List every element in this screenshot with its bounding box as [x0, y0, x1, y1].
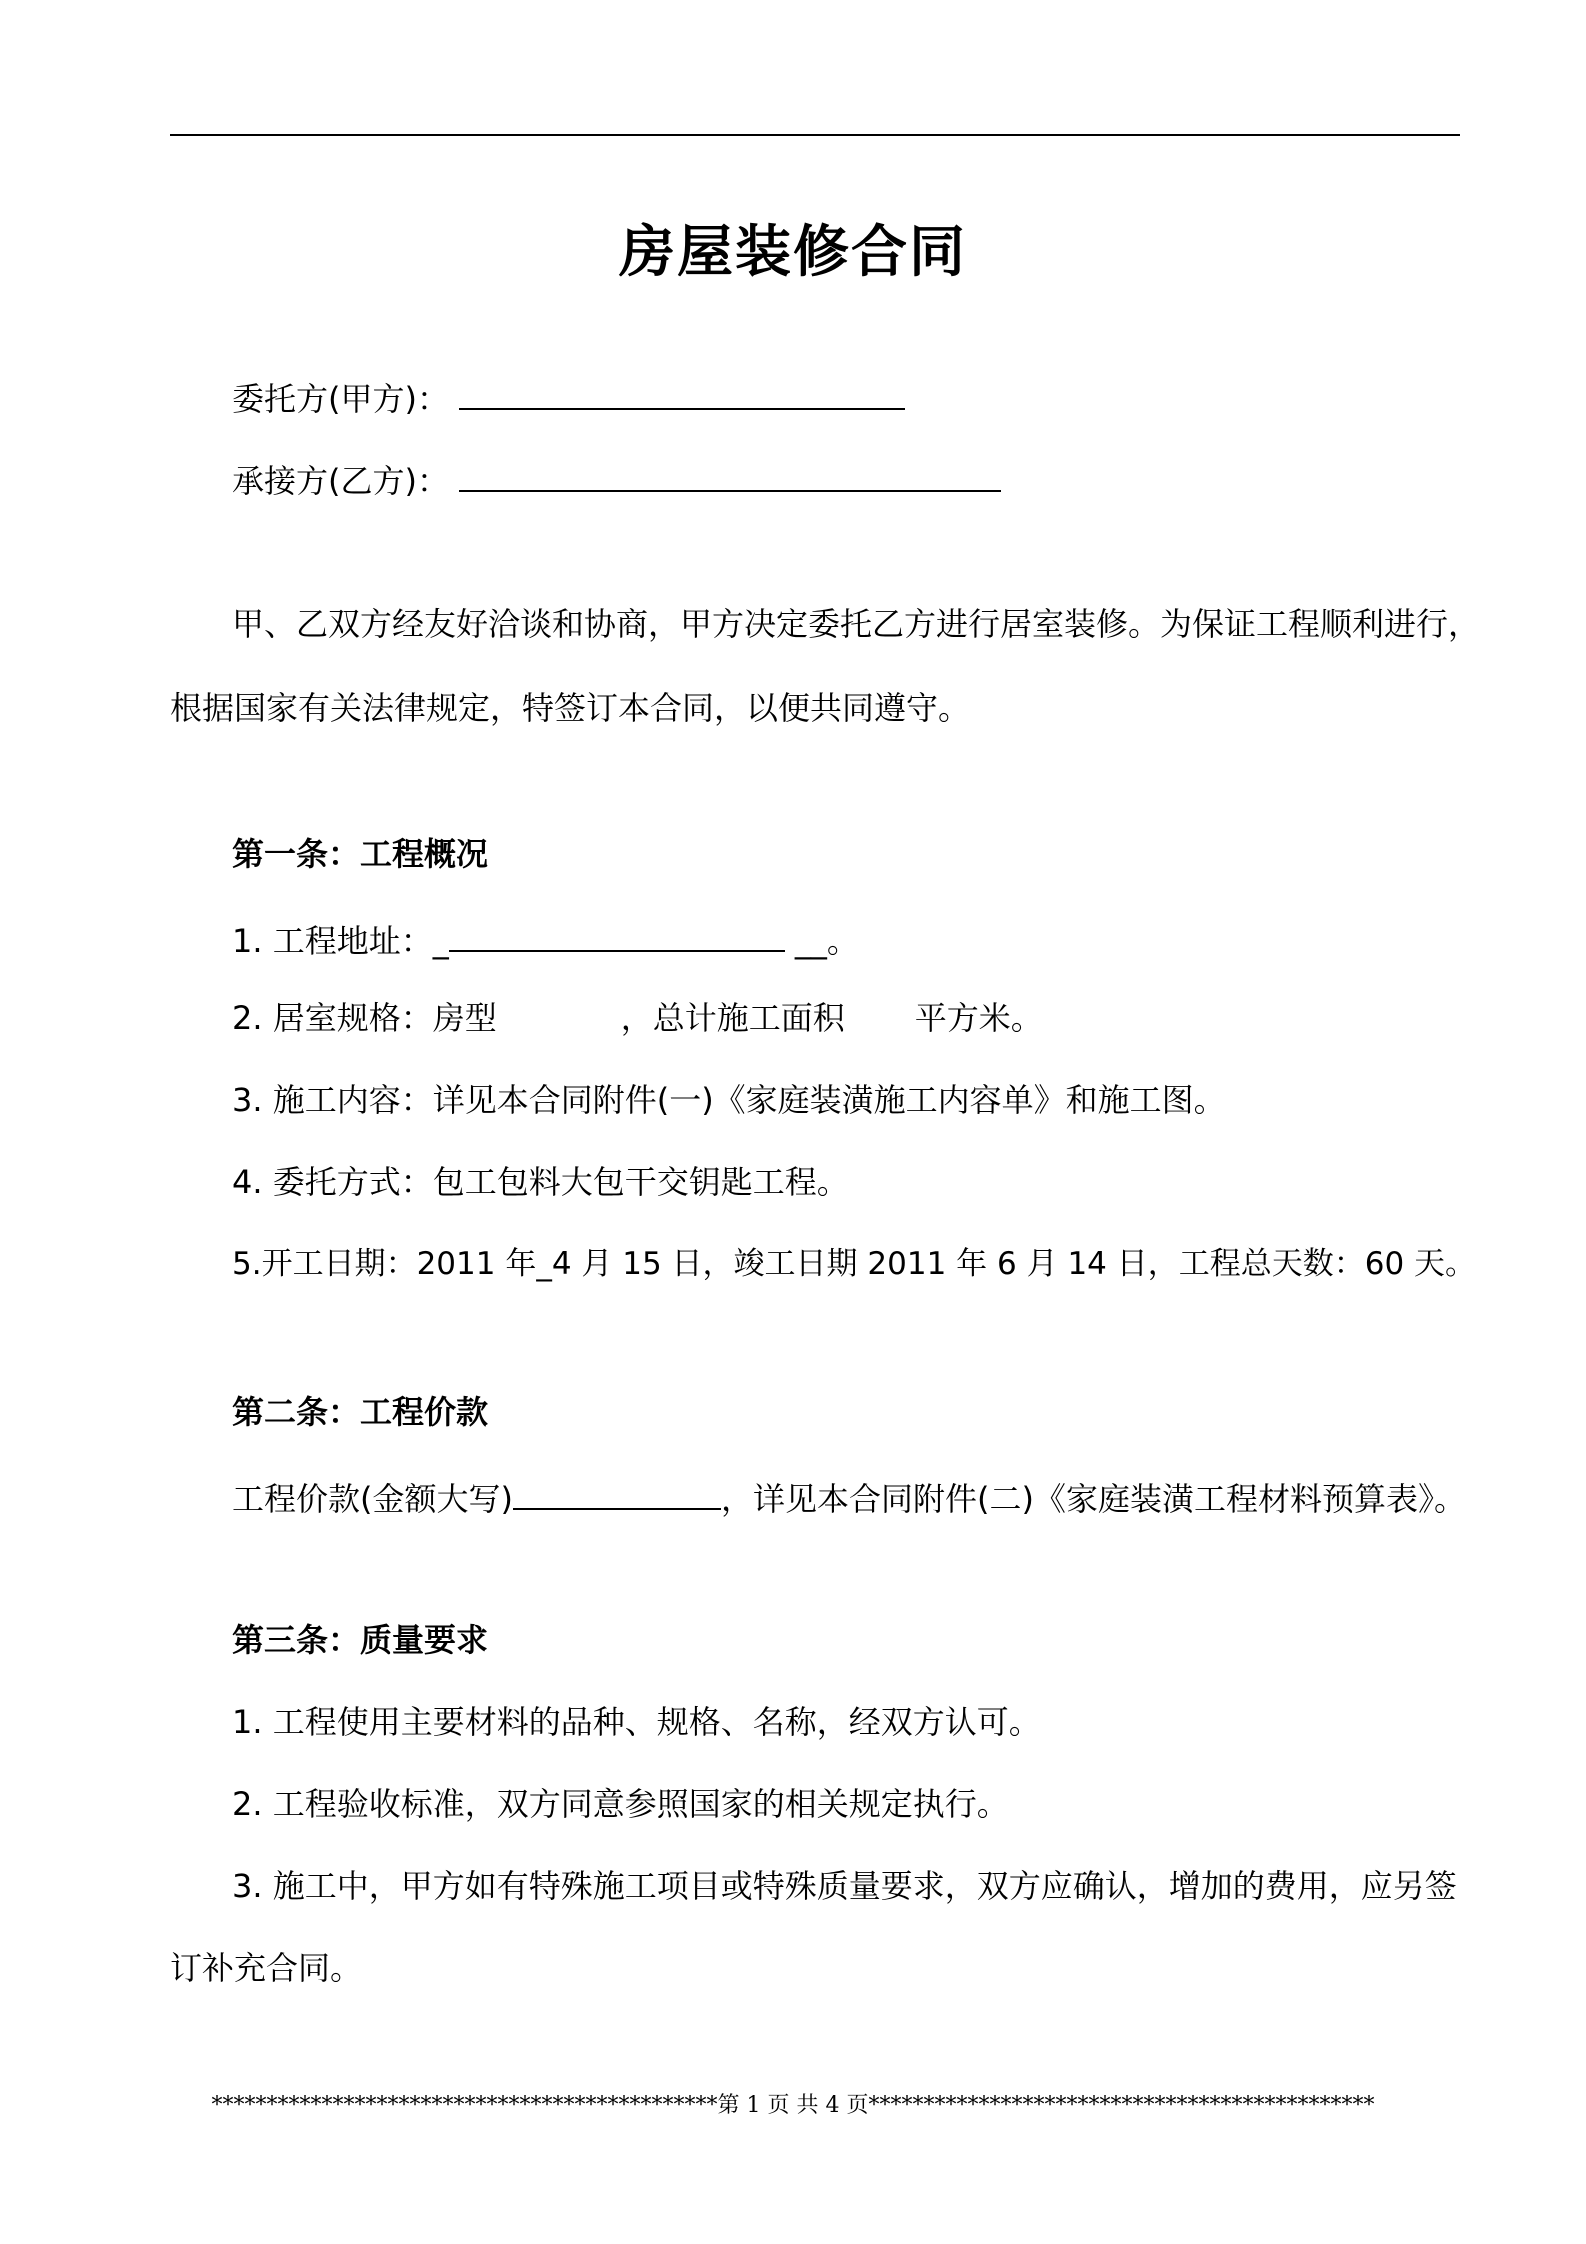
- article-2-heading: 第二条：工程价款: [232, 1393, 489, 1431]
- party-a-line: [232, 374, 905, 419]
- footer-stars-left: **********************************************: [211, 2093, 718, 2118]
- area-label: ，总计施工面积: [620, 999, 845, 1037]
- page-number: 第 1 页 共 4 页: [717, 2093, 869, 2118]
- price-blank[interactable]: [513, 1474, 721, 1510]
- party-a-label: 委托方(甲方)：: [232, 380, 449, 418]
- header-rule: [170, 134, 1460, 136]
- article-3-item-2: 2. 工程验收标准，双方同意参照国家的相关规定执行。: [232, 1785, 1009, 1823]
- article-2-price-line: [232, 1474, 1466, 1519]
- intro-line-2: 根据国家有关法律规定，特签订本合同，以便共同遵守。: [170, 689, 971, 727]
- intro-line-1: 甲、乙双方经友好洽谈和协商，甲方决定委托乙方进行居室装修。为保证工程顺利进行，: [232, 605, 1481, 643]
- address-suffix: __。: [784, 922, 859, 960]
- area-unit: 平方米。: [914, 999, 1043, 1037]
- article-1-item-1: [232, 916, 859, 961]
- price-note: ，详见本合同附件(二)《家庭装潢工程材料预算表》。: [720, 1480, 1466, 1518]
- footer-stars-right: **********************************************: [868, 2093, 1375, 2118]
- page-footer: [0, 2088, 1586, 2119]
- article-3-item-3-line-2: 订补充合同。: [170, 1949, 363, 1987]
- article-1-item-3: 3. 施工内容：详见本合同附件(一)《家庭装潢施工内容单》和施工图。: [232, 1081, 1226, 1119]
- party-b-line: [232, 456, 1001, 501]
- article-1-item-2: [232, 998, 1043, 1038]
- article-1-heading: 第一条：工程概况: [232, 835, 489, 873]
- article-1-item-4: 4. 委托方式：包工包料大包干交钥匙工程。: [232, 1163, 849, 1201]
- price-label: 工程价款(金额大写): [232, 1480, 513, 1518]
- address-blank[interactable]: [449, 916, 785, 952]
- address-label: 1. 工程地址：: [232, 922, 433, 960]
- article-3-heading: 第三条：质量要求: [232, 1621, 489, 1659]
- party-a-blank[interactable]: [459, 374, 905, 410]
- party-b-label: 承接方(乙方)：: [232, 462, 449, 500]
- article-3-item-3-line-1: 3. 施工中，甲方如有特殊施工项目或特殊质量要求，双方应确认，增加的费用，应另签: [232, 1867, 1457, 1905]
- article-1-item-5: 5.开工日期：2011 年_4 月 15 日，竣工日期 2011 年 6 月 14 日，工程总天数：60 天。: [232, 1246, 1477, 1282]
- document-title: 房屋装修合同: [619, 220, 967, 285]
- room-type-label: 2. 居室规格：房型: [232, 999, 497, 1037]
- article-3-item-1: 1. 工程使用主要材料的品种、规格、名称，经双方认可。: [232, 1703, 1041, 1741]
- party-b-blank[interactable]: [459, 456, 1001, 492]
- address-prefix: _: [432, 922, 449, 960]
